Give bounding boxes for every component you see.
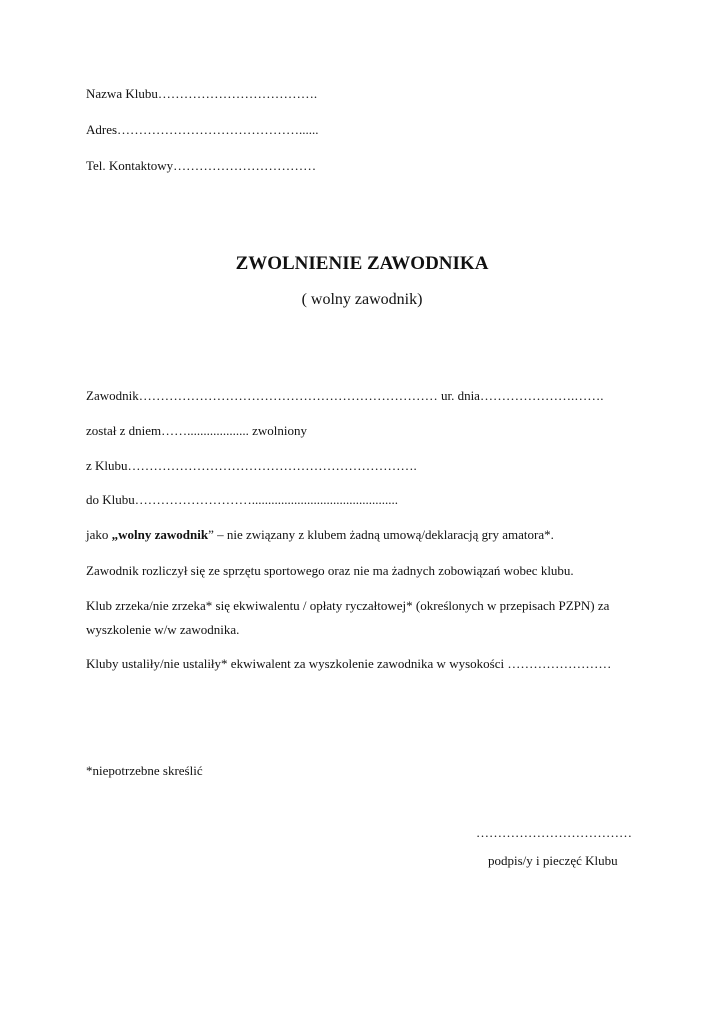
document-subtitle: ( wolny zawodnik) (301, 291, 423, 308)
signature-label: podpis/y i pieczęć Klubu (488, 853, 618, 868)
address-field: Adres……………………………………...... (86, 122, 319, 137)
to-club-field: do Klubu………………………............................................. (86, 492, 398, 507)
free-agent-suffix: ” – nie związany z klubem żadną umową/deklaracją gry amatora*. (208, 527, 554, 542)
player-field: Zawodnik…………………………………………………………… ur. dnia………………….……. (86, 388, 604, 403)
compensation-statement-line2: wyszkolenie w/w zawodnika. (86, 622, 240, 637)
free-agent-statement (86, 527, 554, 543)
footnote: *niepotrzebne skreślić (86, 763, 203, 778)
document-title: ZWOLNIENIE ZAWODNIKA (235, 253, 489, 274)
club-name-field: Nazwa Klubu………………………………. (86, 86, 318, 101)
compensation-statement-line1: Klub zrzeka/nie zrzeka* się ekwiwalentu / opłaty ryczałtowej* (określonych w przepisach PZPN) za (86, 598, 610, 613)
equipment-statement: Zawodnik rozliczył się ze sprzętu sportowego oraz nie ma żadnych zobowiązań wobec klubu. (86, 563, 574, 578)
from-club-field: z Klubu…………………………………………………………. (86, 458, 417, 473)
signature-line: ……………………………… (476, 825, 632, 840)
free-agent-bold: „wolny zawodnik (111, 527, 209, 542)
phone-field: Tel. Kontaktowy…………………………… (86, 158, 317, 173)
free-agent-prefix: jako (86, 527, 112, 542)
agreed-compensation-statement: Kluby ustaliły/nie ustaliły* ekwiwalent za wyszkolenie zawodnika w wysokości …………………… (86, 656, 612, 671)
release-date-field: został z dniem……................... zwolniony (86, 423, 307, 438)
